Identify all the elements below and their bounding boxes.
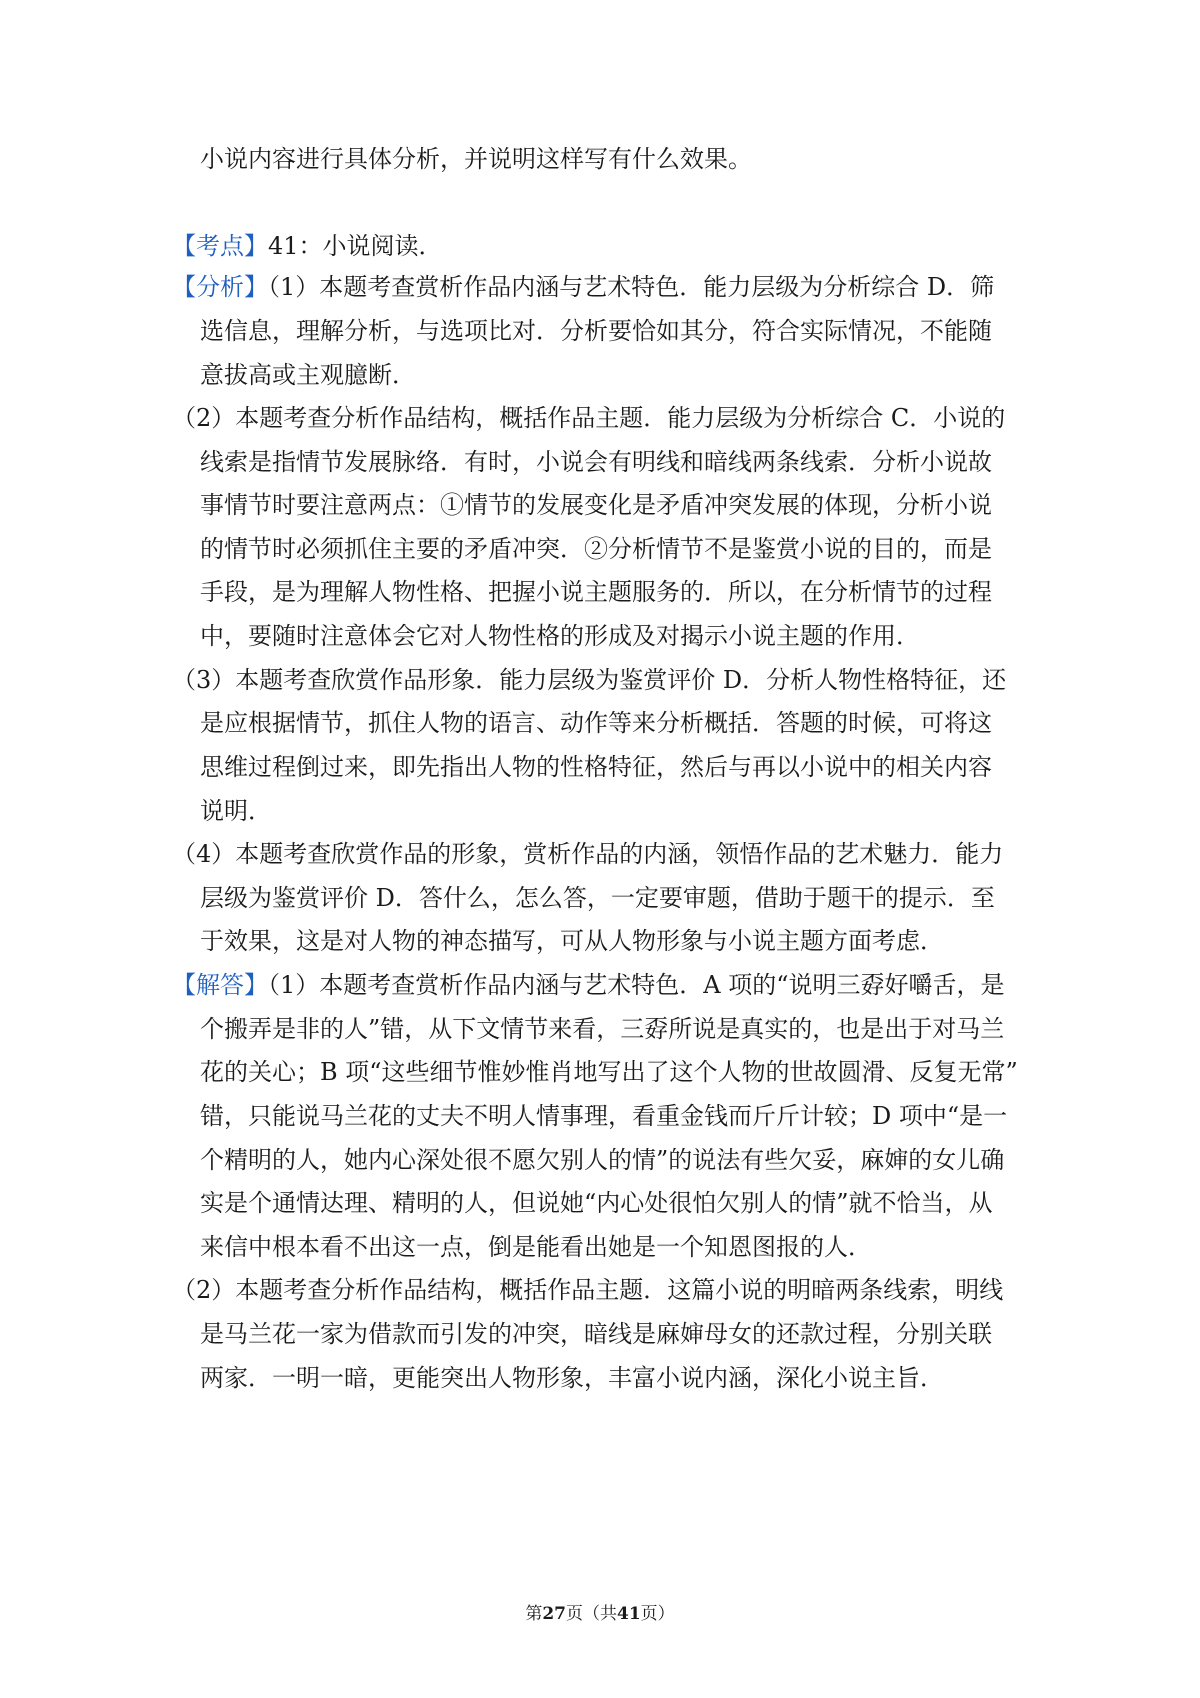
footer-suffix: 页） <box>640 1604 675 1624</box>
text-line: 于效果，这是对人物的神态描写，可从人物形象与小说主题方面考虑． <box>200 927 944 955</box>
jieda-label: 【解答】 <box>172 971 268 999</box>
text-line: 小说内容进行具体分析，并说明这样写有什么效果。 <box>200 145 752 173</box>
text-line: 错，只能说马兰花的丈夫不明人情事理，看重金钱而斤斤计较；D 项中“是一 <box>200 1102 1008 1130</box>
page-total: 41 <box>617 1604 641 1624</box>
page-number: 27 <box>542 1604 566 1624</box>
kaodian-line <box>172 231 443 261</box>
text-line: （3）本题考查欣赏作品形象．能力层级为鉴赏评价 D．分析人物性格特征，还 <box>172 666 1007 694</box>
text-line: 层级为鉴赏评价 D．答什么，怎么答，一定要审题，借助于题干的提示．至 <box>200 884 995 912</box>
text-line: 花的关心；B 项“这些细节惟妙惟肖地写出了这个人物的世故圆滑、反复无常” <box>200 1058 1018 1086</box>
footer-prefix: 第 <box>525 1604 543 1624</box>
fenxi-label: 【分析】 <box>172 273 268 301</box>
text-line: 的情节时必须抓住主要的矛盾冲突．②分析情节不是鉴赏小说的目的，而是 <box>200 535 992 563</box>
text-line: 手段，是为理解人物性格、把握小说主题服务的．所以，在分析情节的过程 <box>200 578 992 606</box>
text-line: （4）本题考查欣赏作品的形象，赏析作品的内涵，领悟作品的艺术魅力．能力 <box>172 840 1004 868</box>
fenxi-line <box>172 272 994 302</box>
text-line: 选信息，理解分析，与选项比对．分析要恰如其分，符合实际情况，不能随 <box>200 317 992 345</box>
jieda-text: （1）本题考查赏析作品内涵与艺术特色．A 项的“说明三孬好嚼舌，是 <box>268 971 1005 999</box>
text-line: （2）本题考查分析作品结构，概括作品主题．能力层级为分析综合 C．小说的 <box>172 404 1006 432</box>
footer-middle: 页（共 <box>566 1604 617 1624</box>
text-line: 实是个通情达理、精明的人，但说她“内心处很怕欠别人的情”就不恰当，从 <box>200 1189 993 1217</box>
text-line: 事情节时要注意两点：①情节的发展变化是矛盾冲突发展的体现，分析小说 <box>200 491 992 519</box>
text-line: 两家．一明一暗，更能突出人物形象，丰富小说内涵，深化小说主旨． <box>200 1364 944 1392</box>
text-line: 个精明的人，她内心深处很不愿欠别人的情”的说法有些欠妥，麻婶的女儿确 <box>200 1146 1005 1174</box>
text-line: 中，要随时注意体会它对人物性格的形成及对揭示小说主题的作用． <box>200 622 920 650</box>
text-line: 是应根据情节，抓住人物的语言、动作等来分析概括．答题的时候，可将这 <box>200 709 992 737</box>
fenxi-text: （1）本题考查赏析作品内涵与艺术特色．能力层级为分析综合 D．筛 <box>268 273 995 301</box>
text-line: （2）本题考查分析作品结构，概括作品主题．这篇小说的明暗两条线索，明线 <box>172 1276 1004 1304</box>
text-line: 是马兰花一家为借款而引发的冲突，暗线是麻婶母女的还款过程，分别关联 <box>200 1320 992 1348</box>
text-line: 来信中根本看不出这一点，倒是能看出她是一个知恩图报的人． <box>200 1233 872 1261</box>
text-line: 思维过程倒过来，即先指出人物的性格特征，然后与再以小说中的相关内容 <box>200 753 992 781</box>
kaodian-label: 【考点】 <box>172 232 268 260</box>
text-line: 说明． <box>200 797 272 825</box>
text-line: 线索是指情节发展脉络．有时，小说会有明线和暗线两条线索．分析小说故 <box>200 448 992 476</box>
kaodian-text: 41：小说阅读． <box>268 232 443 260</box>
page-footer <box>0 1603 1200 1625</box>
text-line: 意拔高或主观臆断． <box>200 361 416 389</box>
jieda-line <box>172 970 1005 1000</box>
text-line: 个搬弄是非的人”错，从下文情节来看，三孬所说是真实的，也是出于对马兰 <box>200 1015 1005 1043</box>
